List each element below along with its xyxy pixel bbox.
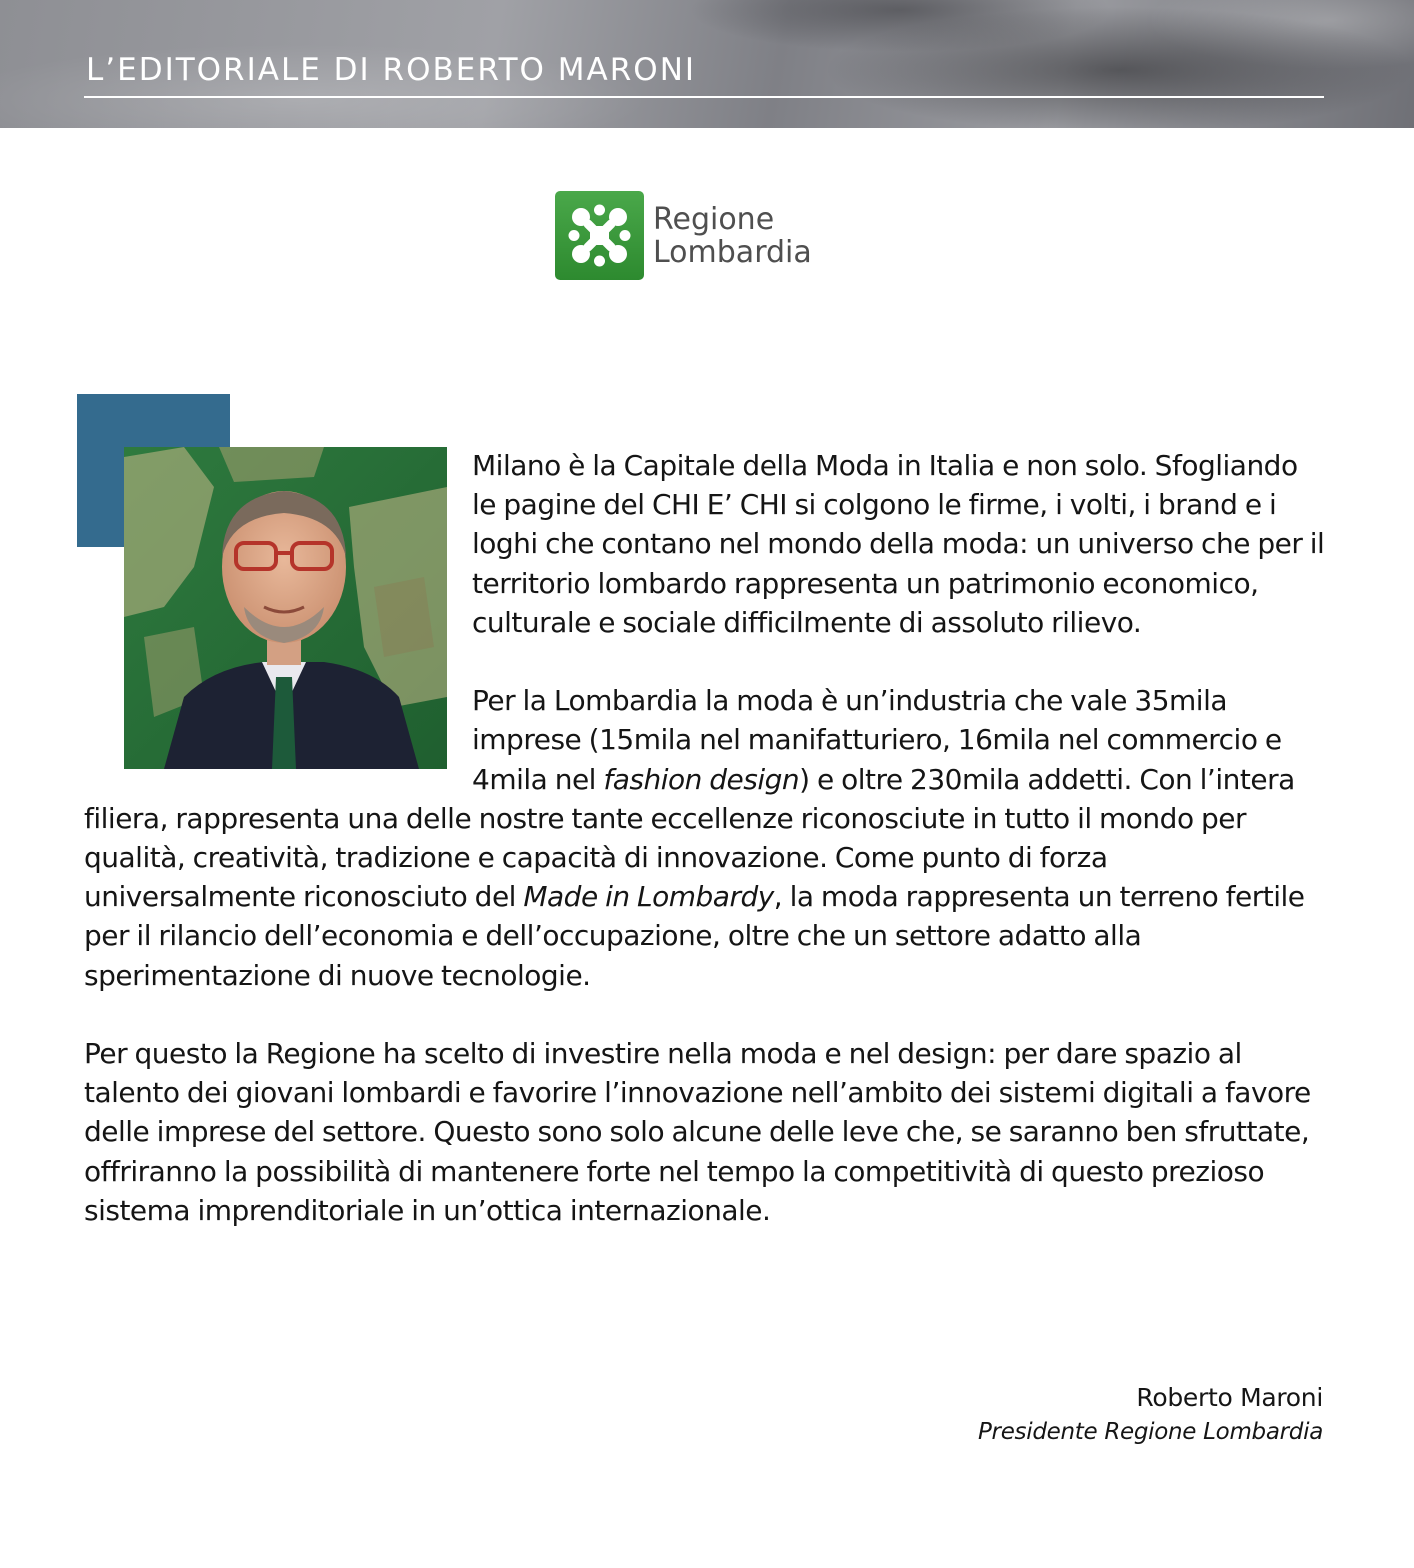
paragraph-3: Per questo la Regione ha scelto di investire nella moda e nel design: per dare spazio al talento dei giovani lombardi e favorire l’innovazione nell’ambito dei sistemi digitali a favore delle imprese del settore. Questo sono solo alcune delle leve che, se saranno ben sfruttate, offriranno la possibilità di mantenere forte nel tempo la competitività di questo prezioso sistema imprenditoriale in un’ottica internazionale.	[84, 1037, 1311, 1227]
signature-name: Roberto Maroni	[1136, 1383, 1323, 1412]
header-banner	[0, 0, 1414, 128]
header-divider	[84, 96, 1324, 98]
logo-line-1: Regione	[653, 202, 775, 237]
signature-block	[978, 1381, 1323, 1449]
rosa-camuna-icon	[555, 191, 644, 280]
logo-line-2: Lombardia	[653, 235, 812, 270]
fashion-design-emphasis: fashion design	[603, 762, 800, 796]
paragraph-1: Milano è la Capitale della Moda in Italia e non solo. Sfogliando le pagine del CHI E’ CHI si colgono le firme, i volti, i brand e i loghi che contano nel mondo della moda: un universo che per il territorio lombardo rappresenta un patrimonio economico, culturale e sociale difficilmente di assoluto rilievo.	[472, 449, 1325, 639]
editorial-body	[84, 446, 1326, 1230]
page-title: L’EDITORIALE DI ROBERTO MARONI	[86, 52, 697, 88]
signature-role: Presidente Regione Lombardia	[977, 1419, 1323, 1445]
regione-lombardia-logo	[555, 191, 855, 281]
made-in-lombardy-emphasis: Made in Lombardy	[523, 880, 774, 914]
paragraph-2: Per la Lombardia la moda è un’industria che vale 35mila imprese (15mila nel manifatturiero, 16mila nel commercio e 4mila nel fashion design) e oltre 230mila addetti. Con l’intera filiera, rappresenta una delle nostre tante eccellenze riconosciute in tutto il mondo per qualità, creatività, tradizione e capacità di innovazione. Come punto di forza universalmente riconosciuto del Made in Lombardy, la moda rappresenta un terreno fertile per il rilancio dell’economia e dell’occupazione, oltre che un settore adatto alla sperimentazione di nuove tecnologie.	[84, 684, 1305, 992]
logo-wordmark	[653, 203, 812, 269]
logo-mark	[555, 191, 644, 280]
